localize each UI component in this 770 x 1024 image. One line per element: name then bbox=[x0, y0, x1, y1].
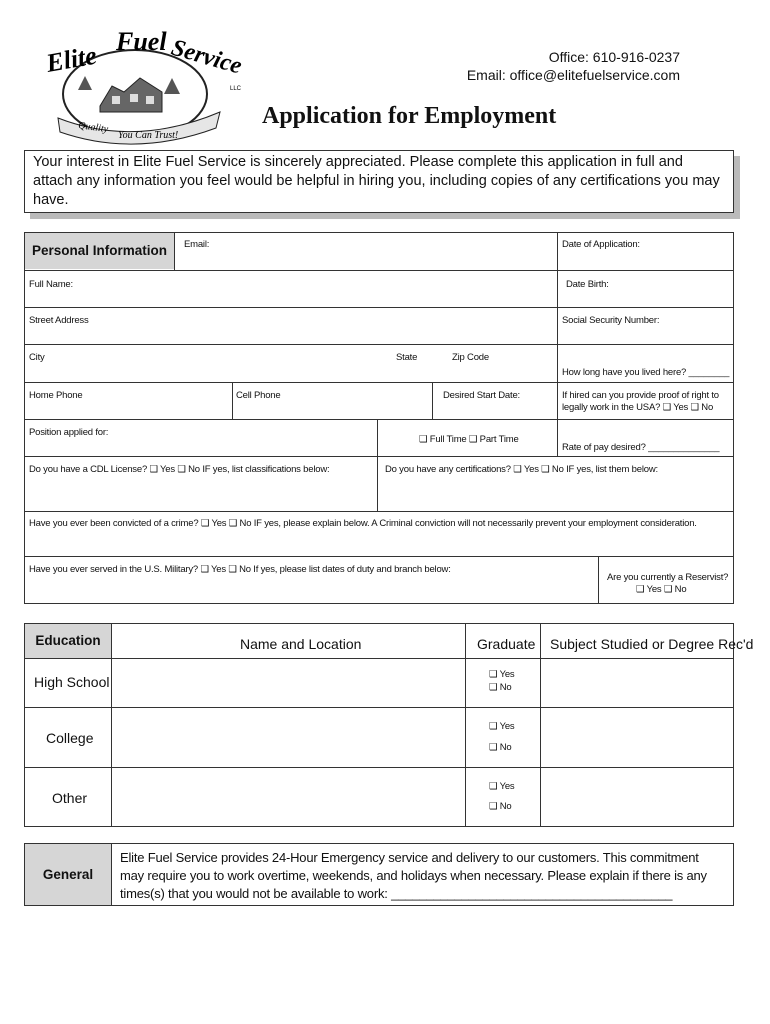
cdl-question[interactable]: Do you have a CDL License? ❑ Yes ❑ No IF yes, list classifications below: bbox=[29, 464, 330, 475]
education-heading: Education bbox=[25, 624, 111, 658]
svg-text:Fuel: Fuel bbox=[116, 28, 167, 56]
military-question[interactable]: Have you ever served in the U.S. Military? ❑ Yes ❑ No If yes, please list dates of duty and branch below: bbox=[29, 564, 451, 575]
street-address-label: Street Address bbox=[29, 315, 89, 326]
city-label: City bbox=[29, 352, 45, 363]
reservist-question: Are you currently a Reservist? bbox=[607, 572, 729, 583]
zip-code-label: Zip Code bbox=[452, 352, 489, 363]
desired-start-date-label: Desired Start Date: bbox=[443, 390, 520, 401]
date-birth-label: Date Birth: bbox=[566, 279, 609, 290]
contact-info bbox=[467, 48, 680, 84]
intro-text: Your interest in Elite Fuel Service is sincerely appreciated. Please complete this application in full and attach any information you feel would be helpful in hiring you, including copies of any certifications you may have. bbox=[33, 154, 720, 208]
full-part-time-options[interactable]: ❑ Full Time ❑ Part Time bbox=[419, 434, 519, 445]
reservist-options[interactable]: ❑ Yes ❑ No bbox=[636, 584, 687, 595]
hs-yes-checkbox[interactable]: ❑ Yes bbox=[489, 669, 515, 680]
home-phone-label: Home Phone bbox=[29, 390, 83, 401]
svg-text:Quality: Quality bbox=[77, 120, 109, 136]
svg-text:Elite: Elite bbox=[44, 40, 99, 78]
college-no-checkbox[interactable]: ❑ No bbox=[489, 742, 512, 753]
general-text: Elite Fuel Service provides 24-Hour Emergency service and delivery to our customers. This commitment may require you to work overtime, weekends, and holidays when necessary. Please explain if there is any times(s) that you would not be available to work: ________________________________________ bbox=[120, 850, 707, 901]
col-graduate: Graduate bbox=[477, 636, 536, 652]
office-email: Email: office@elitefuelservice.com bbox=[466, 67, 680, 83]
cell-phone-label: Cell Phone bbox=[236, 390, 281, 401]
date-of-application-label: Date of Application: bbox=[562, 239, 640, 250]
college-yes-checkbox[interactable]: ❑ Yes bbox=[489, 721, 515, 732]
crime-question[interactable]: Have you ever been convicted of a crime? ❑ Yes ❑ No IF yes, please explain below. A Criminal conviction will not necessarily prevent your employment consideration. bbox=[29, 518, 697, 529]
col-name-location: Name and Location bbox=[240, 636, 362, 652]
state-label: State bbox=[396, 352, 418, 363]
row-high-school: High School bbox=[34, 674, 110, 690]
other-no-checkbox[interactable]: ❑ No bbox=[489, 801, 512, 812]
col-subject: Subject Studied or Degree Rec'd bbox=[550, 636, 754, 652]
row-other: Other bbox=[52, 790, 88, 806]
svg-text:LLC: LLC bbox=[230, 86, 242, 92]
personal-information-heading: Personal Information bbox=[25, 233, 174, 269]
certifications-question[interactable]: Do you have any certifications? ❑ Yes ❑ No IF yes, list them below: bbox=[385, 464, 658, 475]
other-yes-checkbox[interactable]: ❑ Yes bbox=[489, 781, 515, 792]
rate-of-pay-label: Rate of pay desired? ______________ bbox=[562, 442, 720, 453]
email-label: Email: bbox=[184, 239, 210, 250]
full-name-label: Full Name: bbox=[29, 279, 73, 290]
ssn-label: Social Security Number: bbox=[562, 315, 660, 326]
svg-text:Service: Service bbox=[168, 34, 245, 80]
work-eligibility-label: If hired can you provide proof of right to bbox=[562, 390, 719, 401]
page-title: Application for Employment bbox=[262, 103, 557, 129]
work-eligibility-options[interactable]: legally work in the USA? ❑ Yes ❑ No bbox=[562, 402, 714, 413]
position-label: Position applied for: bbox=[29, 427, 109, 438]
general-heading: General bbox=[25, 844, 111, 905]
office-phone: Office: 610-916-0237 bbox=[548, 49, 680, 65]
intro-box bbox=[24, 150, 734, 213]
how-long-label: How long have you lived here? ________ bbox=[562, 367, 730, 378]
hs-no-checkbox[interactable]: ❑ No bbox=[489, 682, 512, 693]
company-logo bbox=[30, 28, 245, 146]
svg-text:You Can Trust!: You Can Trust! bbox=[118, 130, 179, 141]
row-college: College bbox=[46, 730, 94, 746]
